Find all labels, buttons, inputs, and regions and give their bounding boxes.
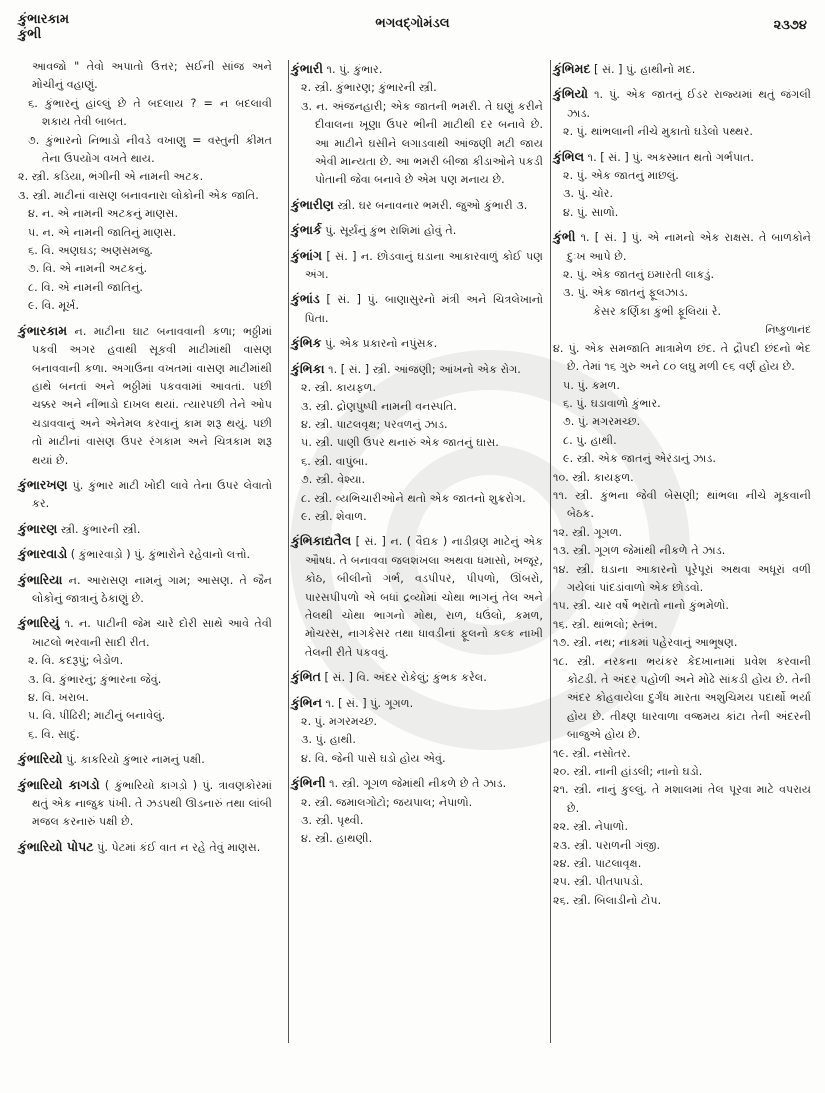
column-2 <box>288 60 543 1043</box>
sense: ૨. પું. એક જાતનું ઇમારતી લાકડું. <box>563 268 715 282</box>
sense: ૭. સ્ત્રી. વેશ્યા. <box>301 473 366 487</box>
dictionary-entry <box>291 694 543 769</box>
headword: કુંભારણ <box>18 520 58 536</box>
sense: ૧૨. સ્ત્રી. ગૂગળ. <box>553 525 623 539</box>
definition: ૧. ન. પાટીની જેમ ચારે દોરી સાથે આવે તેવી ખાટલો ભરવાની સાદી રીત. <box>32 617 272 649</box>
headword: કુંભિત <box>291 669 321 685</box>
sense: ૧૪. સ્ત્રી. ઘડાના આકારનો પૂરેપૂરાં અથવા અધૂરાં વળી ગયેલાં પાંદડાંવાળો એક છોડવો. <box>553 562 811 594</box>
sense: ૫. પું. કમળ. <box>563 378 620 392</box>
sense: ૪. ન. એ નામની અટકનું માણસ. <box>28 207 179 221</box>
sense: ૫. ન. એ નામની જાતિનું માણસ. <box>28 225 177 239</box>
sense: ૩. સ્ત્રી. માટીનાં વાસણ બનાવનારા લોકોની એક જાતિ. <box>18 188 259 202</box>
definition: [ સં. ] ન. ( વૈદ્યક ) નાડીવ્રણ માટેનું એક ઔષધ. તે બનાવવા જલશંખલા અથવા ધમાસો, ખજૂર, કોઠ, બીલીનો ગર્ભ, વડપીપર, પીપળો, ઊંબરો, પારસપીપળો એ બધાં દ્રવ્યોમાં ચોથા ભાગનું તેલ અને તેલથી ચોથા ભાગનો મોથ, રાળ, ધઉંલો, કમળ, મોચરસ, નાગકેસર તથા ધાવડીનાં ફૂલનો કલ્ક નાખી તેલની રીતે પકવવું. <box>305 535 543 659</box>
sense: ૩. પું. હાથી. <box>301 733 356 747</box>
sense: ૬. વિ. અણઘડ; અણસમજુ. <box>28 244 153 258</box>
sense: ૨. સ્ત્રી. કાયફળ. <box>301 381 377 395</box>
definition: પું. એક પ્રકારનો નપુંસક. <box>325 337 438 351</box>
definition: સ્ત્રી. કુંભારની સ્ત્રી. <box>60 522 141 536</box>
sense: ૭. પું. મગરમચ્છ. <box>563 415 641 429</box>
sense: ૩. સ્ત્રી. દ્રોણપુષ્પી નામની વનસ્પતિ. <box>301 399 457 413</box>
sense: ૧૯. સ્ત્રી. નસોતર. <box>553 746 631 760</box>
sense: ૨૪. સ્ત્રી. પાટલાવૃક્ષ. <box>553 857 642 871</box>
dictionary-entry <box>291 221 543 240</box>
sense: ૨૫. સ્ત્રી. પીતપાપડો. <box>553 875 643 889</box>
definition: [ સં. ] પું. બાણાસુરનો મંત્રી અને ચિત્રલેખાનો પિતા. <box>305 293 543 325</box>
definition: ન. આરાસણ નામનું ગામ; આસણ. તે જૈન લોકોનું જાત્રાનું ઠેકાણું છે. <box>32 573 272 605</box>
sense: ૨. પું. થાંભલાની નીચે મુકાતો ઘડેલો પથ્થર. <box>563 125 753 139</box>
guide-word-first: કુંભારકામ <box>18 12 70 27</box>
headword: કુંભારી <box>291 61 323 76</box>
headword: કુંભારીણ <box>291 196 334 212</box>
sense: ૨૦. સ્ત્રી. નાની હાંડલી; નાનો ઘડો. <box>553 765 703 779</box>
definition: પું. પેટમાં કંઈ વાત ન રહે તેવું માણસ. <box>97 840 261 854</box>
dictionary-entry <box>553 60 811 79</box>
dictionary-entry <box>18 476 272 514</box>
sense: ૧૮. સ્ત્રી. નરકના ભયંકર કેદખાનામાં પ્રવેશ કરવાની કોટડી. તે અંદર પહોળી અને મોઢે સાંકડી હોય છે. તેની અંદર કોહવાયેલા દુર્ગંધ મારતા અશુચિમય પદાર્થો ભર્યા હોય છે. તીક્ષ્ણ ધારવાળા વજ્રમય કાંટા તેની અંદરની બાજુએ હોય છે. <box>553 654 811 742</box>
headword: કુંભિની <box>291 775 326 791</box>
sense: ૪. વિ. જેની પાસે ઘડો હોય એવું. <box>301 751 446 765</box>
sense: ૧૧. સ્ત્રી. કુંભના જેવી બેસણી; થાંભલા નીચે મૂકવાની બેઠક. <box>553 488 811 521</box>
definition: ૧. પું. કુંભાર. <box>326 63 383 76</box>
sense: ૨૩. સ્ત્રી. પરાળની ગંજી. <box>553 838 661 852</box>
dictionary-entry <box>291 247 543 285</box>
guide-word-last: કુંભી <box>18 27 42 42</box>
sense: ૩. પું. ચોર. <box>563 187 614 201</box>
headword: કુંભિકાદ્યતૈલ <box>291 533 352 549</box>
dictionary-entry <box>291 334 543 353</box>
sense: ૨૬. સ્ત્રી. બિલાડીનો ટોપ. <box>553 893 662 907</box>
sense: ૩. ન. અંજનહારી; એક જાતની ભમરી. તે ઘણું કરીને દીવાલના ખૂણા ઉપર ભીની માટીથી દર બનાવે છે. આ માટીને ઘસીને લગાડવાથી આંજણી મટી જાય એવી માન્યતા છે. આ ભમરી બીજા કીડાઓને પકડી પોતાની જેવા બનાવે છે એમ પણ મનાય છે. <box>301 99 543 187</box>
definition: ૧. [ સં. ] પું. અકસ્માત થતો ગર્ભપાત. <box>587 150 754 164</box>
dictionary-entry <box>18 520 272 539</box>
headword: કુંભિમદ <box>553 61 591 76</box>
dictionary-entry <box>291 290 543 328</box>
sense: ૨. પું. મગરમચ્છ. <box>301 715 378 728</box>
headword: કુંભિયો <box>553 86 589 102</box>
headword: કુંભાંગ <box>291 247 323 263</box>
definition: [ સં. ] પું. હાથીનો મદ. <box>594 63 696 76</box>
headword: કુંભારકામ <box>18 322 68 338</box>
definition: ન. માટીના ઘાટ બનાવવાની કળા; ભઠ્ઠીમાં પકવી અગર હવાથી સૂકવી માટીમાંથી વાસણ બનાવવાની કળા. અગાઉના વખતમાં વાસણ માટીમાંથી હાથે બનતાં અને ભઠ્ઠીમાં પકવવામાં આવતાં. પછી ચક્કર અને નીંભાડો દાખલ થયાં. ત્યારપછી તેને ઓપ ચડાવવાનું અને એનેમલ કરવાનું કામ શરૂ થયું. પછી તો માટીનાં વાસણ ઉપર રંગકામ અને ચિત્રકામ શરૂ થયાં છે. <box>32 324 272 467</box>
sense: ૨૨. સ્ત્રી. નેપાળો. <box>553 820 628 834</box>
sense: ૧૭. સ્ત્રી. નથ; નાકમાં પહેરવાનું આભૂષણ. <box>553 636 738 650</box>
sense: ૧૩. સ્ત્રી. ગૂગળ જેમાંથી નીકળે તે ઝાડ. <box>553 544 726 558</box>
quotation: કેસર કર્ણિકા કુંભી ફૂલિયાં રે. <box>593 304 722 318</box>
dictionary-entry <box>18 750 272 769</box>
dictionary-entry <box>18 614 272 744</box>
definition: પું. કુંભાર માટી ખોદી લાવે તેના ઉપર લેવાતો કર. <box>32 478 272 511</box>
dictionary-entry <box>553 148 811 223</box>
definition: ૧. પું. એક જાતનું ઈડર રાજ્યમાં થતું જંગલી ઝાડ. <box>567 88 811 120</box>
idiom-line: ૬. કુંભારનું હાંલ્લું છે તે બદલાય ? = ન બદલાવી શકાય તેવી બાબત. <box>28 96 272 129</box>
headword: કુંભારિયો કાગડો <box>18 776 100 792</box>
headword: કુંભિકા <box>291 360 325 376</box>
dictionary-entry <box>291 774 543 849</box>
definition: [ સં. ] ન. છોડવાનું ઘડાના આકારવાળું કોઈ પણ અંગ. <box>305 249 543 282</box>
headword: કુંભારિયા <box>18 571 63 587</box>
quotation-attribution: નિષ્કુળાનંદ <box>765 324 811 337</box>
dictionary-entry <box>291 668 543 687</box>
dictionary-entry <box>18 322 272 470</box>
headword: કુંભી <box>553 229 576 245</box>
headword: કુંભિલ <box>553 148 585 164</box>
page-title: ભગવદ્ગોમંડલ <box>375 16 450 31</box>
sense: ૨૧. સ્ત્રી. નાનું કુલ્લું. તે મશાલમાં તેલ પૂરવા માટે વપરાય છે. <box>553 783 811 815</box>
sense: ૪. પું. સાળો. <box>563 205 619 219</box>
headword: કુંભારખણ <box>18 476 68 492</box>
sense: ૮. વિ. એ નામની જાતિનું. <box>28 280 143 294</box>
column-3 <box>550 60 811 1043</box>
sense: ૯. વિ. મૂર્ખ. <box>28 299 79 313</box>
sense: ૪. વિ. ખરાબ. <box>28 691 89 704</box>
sense: ૧૫. સ્ત્રી. ચાર વર્ષે ભરાતો નાનો કુંભમેળો. <box>553 599 729 613</box>
page-number: ૨૩૭૪ <box>773 18 807 33</box>
sense: ૨. સ્ત્રી. કુંભારણ; કુંભારની સ્ત્રી. <box>301 81 437 95</box>
headword: કુંભાર્ક <box>291 222 322 238</box>
definition: પું. સૂર્યનું કુંભ રાશિમાં હોવું તે. <box>325 224 457 238</box>
sense: ૩. સ્ત્રી. પૃથ્વી. <box>301 814 364 828</box>
headword: કુંભારિયો પોપટ <box>18 838 94 854</box>
dictionary-entry <box>291 360 543 527</box>
sense: ૮. સ્ત્રી. વ્યભિચારીઓને થતો એક જાતનો શુક્રરોગ. <box>301 491 526 505</box>
sense: ૯. સ્ત્રી. શેવાળ. <box>301 509 367 523</box>
sense: ૯. સ્ત્રી. એક જાતનું એરંડાનું ઝાડ. <box>563 452 716 466</box>
definition: ૧. [ સં. ] પું. એ નામનો એક રાક્ષસ. તે બાળકોને દુઃખ આપે છે. <box>567 231 811 263</box>
headword: કુંભિન <box>291 694 322 710</box>
definition: ૧. સ્ત્રી. ગૂગળ જેમાંથી નીકળે છે તે ઝાડ. <box>329 777 507 791</box>
definition: ( કુંભારવાડ઼ો ) પું. કુંભારોને રહેવાનો લત્તો. <box>70 548 251 562</box>
definition: [ સં. ] વિ. અંદર રોકેલું; કુંભક કરેલ. <box>324 671 487 685</box>
entry-continuation <box>18 58 272 316</box>
dictionary-entry <box>18 776 272 832</box>
sense: ૫. વિ. પીંઢિરી; માટીનું બનાવેલું. <box>28 709 166 723</box>
dictionary-entry <box>291 60 543 190</box>
sense: ૨. પું. એક જાતનું માછલું. <box>563 169 679 183</box>
headword: કુંભારિયું <box>18 615 60 631</box>
sense: ૪. સ્ત્રી. હાથણી. <box>301 832 373 846</box>
sense: ૩. વિ. કુંભારનું; કુંભારના જેવું. <box>28 672 162 686</box>
sense: ૨. સ્ત્રી. કડિયા, ભંગીની એ નામની અટક. <box>18 170 204 184</box>
headword: કુંભારિયો <box>18 751 63 767</box>
dictionary-entry <box>18 838 272 857</box>
sense: ૬. વિ. સાદું. <box>28 727 80 741</box>
sense: ૬. સ્ત્રી. વાપુંબા. <box>301 454 368 468</box>
definition: સ્ત્રી. ઘર બનાવનાર ભમરી. જુઓ કુંભારી ૩. <box>337 198 528 212</box>
page-header <box>0 6 825 50</box>
sense: ૪. પું. એક સમજાતિ માત્રામેળ છંદ. તે દ્રૌપદી છંદનો ભેદ છે. તેમાં ૧૬ ગુરુ અને ૮૦ લઘુ મળી ૯૬ વર્ણ હોય છે. <box>553 341 811 374</box>
dictionary-entry <box>553 228 811 910</box>
definition: ( કુંભારિયો કાગડ઼ો ) પું. ત્રાવણકોરમાં થતું એક નાજુક પંખી. તે ઝડપથી ઊડનારું તથા લાંબી મજલ કરનારું પક્ષી છે. <box>32 778 272 829</box>
sense: ૧૬. સ્ત્રી. થાંભલો; સ્તંભ. <box>553 617 658 631</box>
dictionary-entry <box>291 532 543 662</box>
definition: પું. કાકરિયો કુંભાર નામનું પક્ષી. <box>66 753 205 767</box>
sense: ૫. સ્ત્રી. પાણી ઉપર થનારું એક જાતનું ઘાસ. <box>301 436 499 450</box>
sense: ૧૦. સ્ત્રી. કાયફળ. <box>553 470 634 484</box>
continuation-line: આવજો " તેવો અપાતો ઉત્તર; સઈની સાંજ અને મોચીનું વહાણું. <box>32 60 272 92</box>
headword: કુંભારવાડો <box>18 546 68 562</box>
definition: ૧. [ સં. ] પું. ગૂગળ. <box>325 696 414 710</box>
dictionary-entry <box>553 85 811 141</box>
sense: ૬. પું. ઘડાવાળો કુંભાર. <box>563 396 661 410</box>
headword: કુંભાંડ <box>291 291 320 307</box>
headword: કુંભિક <box>291 335 322 351</box>
idiom-line: ૭. કુંભારનો નિભાડો નીવડે વખાણુ = વસ્તુની કીમત તેના ઉપયોગ વખતે થાય. <box>28 133 272 166</box>
column-1 <box>18 58 272 1073</box>
sense: ૨. વિ. કદરૂપું; બેડોળ. <box>28 654 124 668</box>
sense: ૭. વિ. એ નામની અટકનું. <box>28 262 148 276</box>
dictionary-entry <box>291 196 543 215</box>
dictionary-entry <box>18 571 272 609</box>
sense: ૪. સ્ત્રી. પાટલવૃક્ષ; પરવળનું ઝાડ. <box>301 417 448 431</box>
dictionary-entry <box>18 545 272 564</box>
sense: ૨. સ્ત્રી. જમાલગોટો; જયપાલ; નેપાળો. <box>301 795 473 809</box>
sense: ૩. પું. એક જાતનું ફૂલઝાડ. <box>563 286 688 300</box>
sense: ૮. પું. હાથી. <box>563 433 617 447</box>
definition: ૧. [ સં. ] સ્ત્રી. આંજણી; આંખનો એક રોગ. <box>328 362 521 376</box>
